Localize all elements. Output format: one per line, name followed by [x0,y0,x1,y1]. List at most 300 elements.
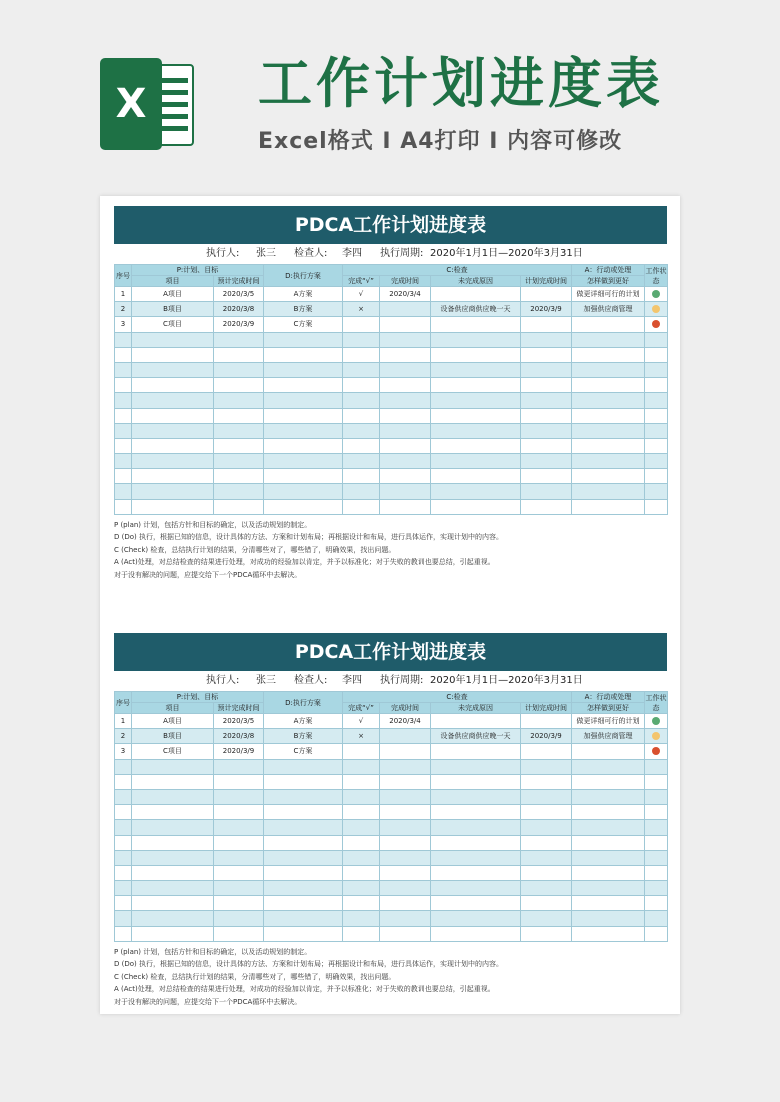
period-value: 2020年1月1日—2020年3月31日 [430,675,583,686]
cell-planned-time [214,484,264,499]
cell-item [132,911,214,926]
cell-planned-time [214,835,264,850]
note-plan: P (plan) 计划，包括方针和目标的确定，以及活动规划的制定。 [114,947,312,956]
cell-scheme [264,484,343,499]
executor-value: 张三 [256,675,276,686]
cell-plan-time [521,835,572,850]
subheader-item: 项目 [132,276,214,287]
cell-planned-time [214,408,264,423]
cell-item [132,759,214,774]
subheader-done: 完成“√” [343,703,380,714]
cell-item [132,469,214,484]
cell-status [645,484,668,499]
header-status: 工作状态 [645,693,667,712]
cell-no [115,926,132,941]
cell-reason [431,850,521,865]
cell-scheme [264,438,343,453]
cell-item [132,805,214,820]
cell-reason [431,835,521,850]
table-row [115,805,668,820]
cell-improve [572,332,645,347]
cell-plan-time: 2020/3/9 [521,729,572,744]
cell-no [115,865,132,880]
cell-item [132,423,214,438]
cell-reason [431,896,521,911]
subheader-plan-time: 计划完成时间 [521,703,572,714]
cell-plan-time [521,714,572,729]
table-row [115,454,668,469]
period-value: 2020年1月1日—2020年3月31日 [430,248,583,259]
cell-planned-time [214,805,264,820]
cell-item [132,896,214,911]
executor-label: 执行人: [206,675,240,686]
cell-item [132,865,214,880]
cell-done [343,881,380,896]
cell-planned-time [214,332,264,347]
cell-status [645,408,668,423]
table-row [115,302,668,317]
cell-scheme [264,408,343,423]
table-row [115,317,668,332]
page-title: 工作计划进度表 [258,52,664,115]
cell-status [645,729,668,744]
cell-done-time: 2020/3/4 [380,714,431,729]
cell-scheme [264,332,343,347]
cell-status [645,393,668,408]
cell-done-time [380,835,431,850]
cell-improve [572,805,645,820]
cell-reason [431,744,521,759]
cell-done [343,850,380,865]
header-do: D:执行方案 [264,265,343,287]
status-dot-icon [652,732,660,740]
cell-reason [431,789,521,804]
cell-done: √ [343,287,380,302]
table-row [115,347,668,362]
cell-improve [572,865,645,880]
cell-plan-time [521,896,572,911]
cell-scheme [264,865,343,880]
cell-done-time [380,850,431,865]
cell-reason [431,347,521,362]
table-row [115,926,668,941]
table-row [115,484,668,499]
cell-improve [572,362,645,377]
table-row [115,408,668,423]
cell-planned-time: 2020/3/5 [214,714,264,729]
cell-reason [431,911,521,926]
cell-improve [572,789,645,804]
cell-reason [431,408,521,423]
cell-scheme [264,423,343,438]
cell-plan-time [521,759,572,774]
cell-scheme [264,774,343,789]
cell-reason [431,805,521,820]
table-row [115,287,668,302]
pdca-notes [114,946,667,1009]
cell-item [132,347,214,362]
sheet-meta [114,244,667,264]
table-row [115,789,668,804]
cell-status [645,362,668,377]
cell-plan-time [521,820,572,835]
cell-planned-time [214,881,264,896]
table-row [115,896,668,911]
cell-planned-time: 2020/3/5 [214,287,264,302]
cell-no: 1 [115,714,132,729]
cell-reason [431,820,521,835]
cell-plan-time [521,408,572,423]
table-row [115,423,668,438]
cell-item [132,820,214,835]
checker-label: 检查人: [294,675,328,686]
cell-plan-time [521,287,572,302]
cell-done [343,484,380,499]
cell-item [132,499,214,514]
table-row [115,714,668,729]
executor-label: 执行人: [206,248,240,259]
subheader-done: 完成“√” [343,276,380,287]
cell-item [132,454,214,469]
cell-improve [572,911,645,926]
cell-plan-time [521,850,572,865]
note-do: D (Do) 执行，根据已知的信息，设计具体的方法、方案和计划布局；再根据设计和布局，进行具体运作，实现计划中的内容。 [114,960,503,969]
cell-scheme [264,835,343,850]
cell-done [343,896,380,911]
cell-done-time [380,759,431,774]
cell-done-time [380,408,431,423]
subheader-planned-time: 预计完成时间 [214,703,264,714]
cell-done [343,835,380,850]
cell-done-time [380,774,431,789]
cell-done-time [380,362,431,377]
cell-improve: 加强供应商管理 [572,302,645,317]
cell-done-time [380,926,431,941]
cell-improve [572,759,645,774]
cell-done-time [380,438,431,453]
cell-improve [572,378,645,393]
cell-planned-time [214,438,264,453]
pdca-table [114,264,668,515]
cell-item [132,408,214,423]
cell-improve: 加强供应商管理 [572,729,645,744]
cell-done [343,774,380,789]
cell-plan-time [521,881,572,896]
period-label: 执行周期: [380,248,424,259]
status-dot-icon [652,290,660,298]
status-dot-icon [652,747,660,755]
excel-icon [100,58,196,150]
cell-done-time [380,729,431,744]
cell-reason [431,714,521,729]
subheader-item: 项目 [132,703,214,714]
header-act: A：行动或处理 [572,265,645,276]
cell-done [343,423,380,438]
cell-scheme [264,911,343,926]
cell-improve: 做更详细可行的计划 [572,714,645,729]
table-row [115,881,668,896]
cell-planned-time [214,820,264,835]
cell-scheme [264,499,343,514]
cell-item: B项目 [132,302,214,317]
cell-no [115,759,132,774]
subheader-reason: 未完成原因 [431,276,521,287]
header-no: 序号 [115,692,132,714]
cell-no [115,805,132,820]
subheader-planned-time: 预计完成时间 [214,276,264,287]
page-subtitle: Excel格式 I A4打印 I 内容可修改 [258,129,623,154]
cell-no [115,378,132,393]
header-do: D:执行方案 [264,692,343,714]
cell-reason [431,469,521,484]
cell-done-time [380,744,431,759]
note-do: D (Do) 执行，根据已知的信息，设计具体的方法、方案和计划布局；再根据设计和布局，进行具体运作，实现计划中的内容。 [114,533,503,542]
cell-improve [572,926,645,941]
cell-done-time [380,881,431,896]
cell-done-time [380,820,431,835]
sheet-meta [114,671,667,691]
cell-done [343,911,380,926]
table-row [115,469,668,484]
cell-status [645,469,668,484]
note-act: A (Act)处理，对总结检查的结果进行处理，对成功的经验加以肯定，并予以标准化；对于失败的教训也要总结，引起重视。 [114,558,495,567]
note-check: C (Check) 检查，总结执行计划的结果，分清哪些对了，哪些错了，明确效果，找出问题。 [114,972,396,981]
cell-status [645,881,668,896]
cell-done [343,378,380,393]
cell-planned-time [214,378,264,393]
subheader-improve: 怎样做到更好 [572,276,645,287]
table-row [115,744,668,759]
cell-reason [431,499,521,514]
cell-scheme [264,378,343,393]
cell-done-time [380,469,431,484]
pdca-table [114,691,668,942]
header-plan: P:计划、目标 [132,692,264,703]
cell-item: B项目 [132,729,214,744]
cell-improve [572,393,645,408]
cell-reason [431,362,521,377]
cell-reason [431,438,521,453]
cell-scheme [264,362,343,377]
cell-status [645,347,668,362]
cell-plan-time [521,774,572,789]
cell-reason [431,926,521,941]
cell-status [645,805,668,820]
cell-no [115,820,132,835]
cell-done-time [380,805,431,820]
table-row [115,332,668,347]
cell-status [645,759,668,774]
subheader-plan-time: 计划完成时间 [521,276,572,287]
cell-plan-time [521,911,572,926]
cell-scheme: A方案 [264,287,343,302]
cell-planned-time [214,896,264,911]
cell-status [645,499,668,514]
cell-done [343,362,380,377]
cell-status [645,774,668,789]
cell-done [343,744,380,759]
cell-done [343,347,380,362]
note-plan: P (plan) 计划，包括方针和目标的确定，以及活动规划的制定。 [114,520,312,529]
cell-scheme: A方案 [264,714,343,729]
document-page [100,196,680,1014]
cell-planned-time [214,774,264,789]
note-unsolved: 对于没有解决的问题，应提交给下一个PDCA循环中去解决。 [114,997,302,1006]
cell-status [645,820,668,835]
cell-done-time [380,423,431,438]
table-row [115,774,668,789]
cell-item [132,362,214,377]
cell-plan-time [521,499,572,514]
cell-done-time [380,302,431,317]
cell-planned-time: 2020/3/9 [214,744,264,759]
cell-status [645,423,668,438]
table-row [115,911,668,926]
cell-improve [572,744,645,759]
cell-planned-time [214,393,264,408]
note-act: A (Act)处理，对总结检查的结果进行处理，对成功的经验加以肯定，并予以标准化；对于失败的教训也要总结，引起重视。 [114,985,495,994]
cell-planned-time [214,362,264,377]
cell-no [115,789,132,804]
cell-done-time: 2020/3/4 [380,287,431,302]
cell-no: 1 [115,287,132,302]
cell-no: 3 [115,317,132,332]
cell-reason [431,393,521,408]
cell-no [115,774,132,789]
cell-planned-time: 2020/3/8 [214,729,264,744]
cell-no [115,896,132,911]
cell-plan-time [521,865,572,880]
banner [0,0,780,190]
note-check: C (Check) 检查，总结执行计划的结果，分清哪些对了，哪些错了，明确效果，找出问题。 [114,545,396,554]
cell-planned-time [214,759,264,774]
cell-done [343,317,380,332]
cell-planned-time [214,926,264,941]
cell-planned-time [214,347,264,362]
cell-scheme [264,805,343,820]
cell-reason [431,774,521,789]
cell-done [343,820,380,835]
cell-improve [572,820,645,835]
cell-no: 2 [115,302,132,317]
cell-no [115,423,132,438]
cell-done-time [380,317,431,332]
cell-plan-time [521,438,572,453]
cell-done-time [380,911,431,926]
cell-item [132,926,214,941]
table-row [115,378,668,393]
cell-no [115,362,132,377]
cell-improve [572,454,645,469]
cell-scheme [264,820,343,835]
cell-plan-time [521,926,572,941]
cell-scheme [264,789,343,804]
cell-item [132,850,214,865]
cell-done-time [380,499,431,514]
header-plan: P:计划、目标 [132,265,264,276]
cell-item [132,789,214,804]
cell-status [645,378,668,393]
cell-improve [572,774,645,789]
header-no: 序号 [115,265,132,287]
cell-done [343,805,380,820]
cell-status [645,835,668,850]
excel-icon-letter: X [100,58,162,150]
cell-item [132,378,214,393]
header-check: C:检查 [343,692,572,703]
cell-plan-time [521,454,572,469]
cell-no [115,911,132,926]
cell-improve [572,408,645,423]
cell-plan-time [521,317,572,332]
cell-item [132,332,214,347]
cell-no: 2 [115,729,132,744]
cell-no [115,881,132,896]
cell-scheme [264,347,343,362]
pdca-notes [114,519,667,582]
cell-improve [572,438,645,453]
table-row [115,835,668,850]
cell-done-time [380,789,431,804]
cell-reason [431,454,521,469]
cell-status [645,896,668,911]
cell-improve: 做更详细可行的计划 [572,287,645,302]
header-status: 工作状态 [645,266,667,285]
cell-planned-time [214,789,264,804]
subheader-done-time: 完成时间 [380,276,431,287]
period-label: 执行周期: [380,675,424,686]
cell-status [645,287,668,302]
cell-done: × [343,302,380,317]
cell-plan-time [521,805,572,820]
cell-done-time [380,896,431,911]
cell-item: A项目 [132,287,214,302]
cell-done [343,332,380,347]
cell-scheme [264,393,343,408]
status-dot-icon [652,717,660,725]
cell-done-time [380,393,431,408]
cell-planned-time [214,850,264,865]
cell-done-time [380,484,431,499]
cell-scheme [264,881,343,896]
cell-scheme: C方案 [264,317,343,332]
cell-no [115,438,132,453]
cell-item [132,393,214,408]
note-unsolved: 对于没有解决的问题，应提交给下一个PDCA循环中去解决。 [114,570,302,579]
checker-label: 检查人: [294,248,328,259]
cell-done-time [380,347,431,362]
cell-improve [572,499,645,514]
cell-done [343,759,380,774]
cell-scheme: C方案 [264,744,343,759]
cell-status [645,865,668,880]
cell-status [645,332,668,347]
pdca-sheet-1 [114,206,667,581]
cell-status [645,789,668,804]
cell-improve [572,317,645,332]
cell-plan-time [521,393,572,408]
cell-no [115,469,132,484]
cell-no [115,408,132,423]
cell-planned-time [214,911,264,926]
cell-scheme [264,759,343,774]
cell-plan-time [521,484,572,499]
cell-improve [572,347,645,362]
cell-done [343,865,380,880]
cell-scheme [264,896,343,911]
cell-status [645,317,668,332]
table-row [115,729,668,744]
